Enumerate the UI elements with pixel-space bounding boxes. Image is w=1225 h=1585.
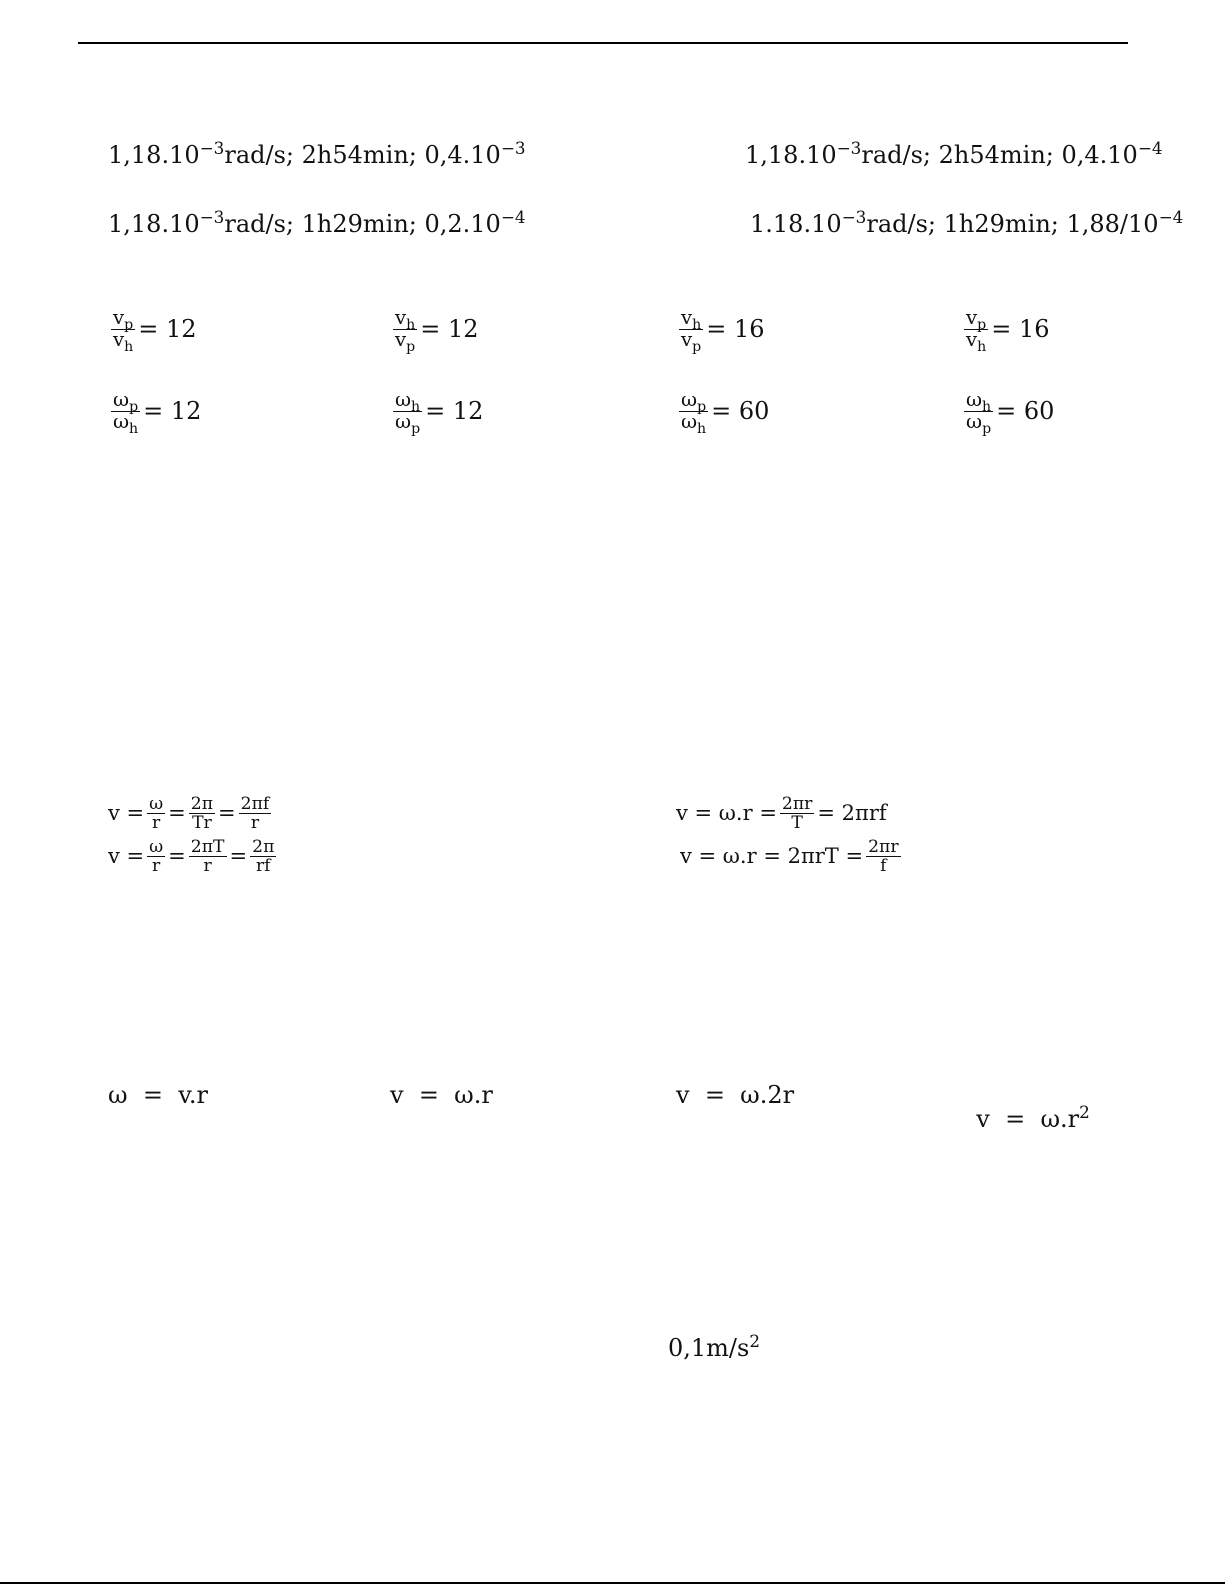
q2-option-3: $\frac{v_h}{v_p}$ = 16	[681, 306, 765, 355]
q3-option-b: v = $\frac{\omega}{r}$ = $\frac{2\pi T}{r}$ = $\frac{2\pi}{rf}$	[108, 837, 275, 877]
q2-option-4: $\frac{v_p}{v_h}$ = 16	[966, 306, 1050, 355]
top-rule	[78, 42, 1128, 44]
q2-option-2: $\frac{v_h}{v_p}$ = 12	[395, 306, 479, 355]
q2-option-6: $\frac{\omega_h}{\omega_p}$ = 12	[395, 388, 484, 437]
q4-option-d: $v = \omega.r^2$	[976, 1101, 1090, 1133]
q1-option-d: $1.18.10^{-3}rad/s$; 1h29min; $1,88/10^{-4}$	[750, 206, 1184, 238]
q3-option-a: v = $\frac{\omega}{r}$ = $\frac{2\pi}{Tr}$ = $\frac{2\pi f}{r}$	[108, 794, 270, 834]
q3-option-d: v = ω.r = 2πrT = $\frac{2\pi r}{f}$	[680, 837, 899, 877]
q2-option-7: $\frac{\omega_p}{\omega_h}$ = 60	[681, 388, 770, 437]
q4-option-a: ω = v.r	[108, 1081, 209, 1109]
q4-option-b: v = ω.r	[390, 1081, 493, 1109]
q3-option-c: v = ω.r = $\frac{2\pi r}{T}$ = 2πrf	[676, 794, 887, 834]
q5-answer: $0,1m/s^2$	[668, 1330, 761, 1362]
q1-option-a: $1,18.10^{-3}rad/s$; 2h54min; $0,4.10^{-3}$	[108, 137, 526, 169]
q1-option-b: $1,18.10^{-3}rad/s$; 2h54min; $0,4.10^{-4}$	[745, 137, 1163, 169]
q2-option-5: $\frac{\omega_p}{\omega_h}$ = 12	[113, 388, 202, 437]
q4-option-c: v = ω.2r	[676, 1081, 795, 1109]
bottom-rule	[0, 1582, 1225, 1584]
q2-option-1: $\frac{v_p}{v_h}$ = 12	[113, 306, 197, 355]
q1-option-c: $1,18.10^{-3}rad/s$; 1h29min; $0,2.10^{-4}$	[108, 206, 526, 238]
q2-option-8: $\frac{\omega_h}{\omega_p}$ = 60	[966, 388, 1055, 437]
